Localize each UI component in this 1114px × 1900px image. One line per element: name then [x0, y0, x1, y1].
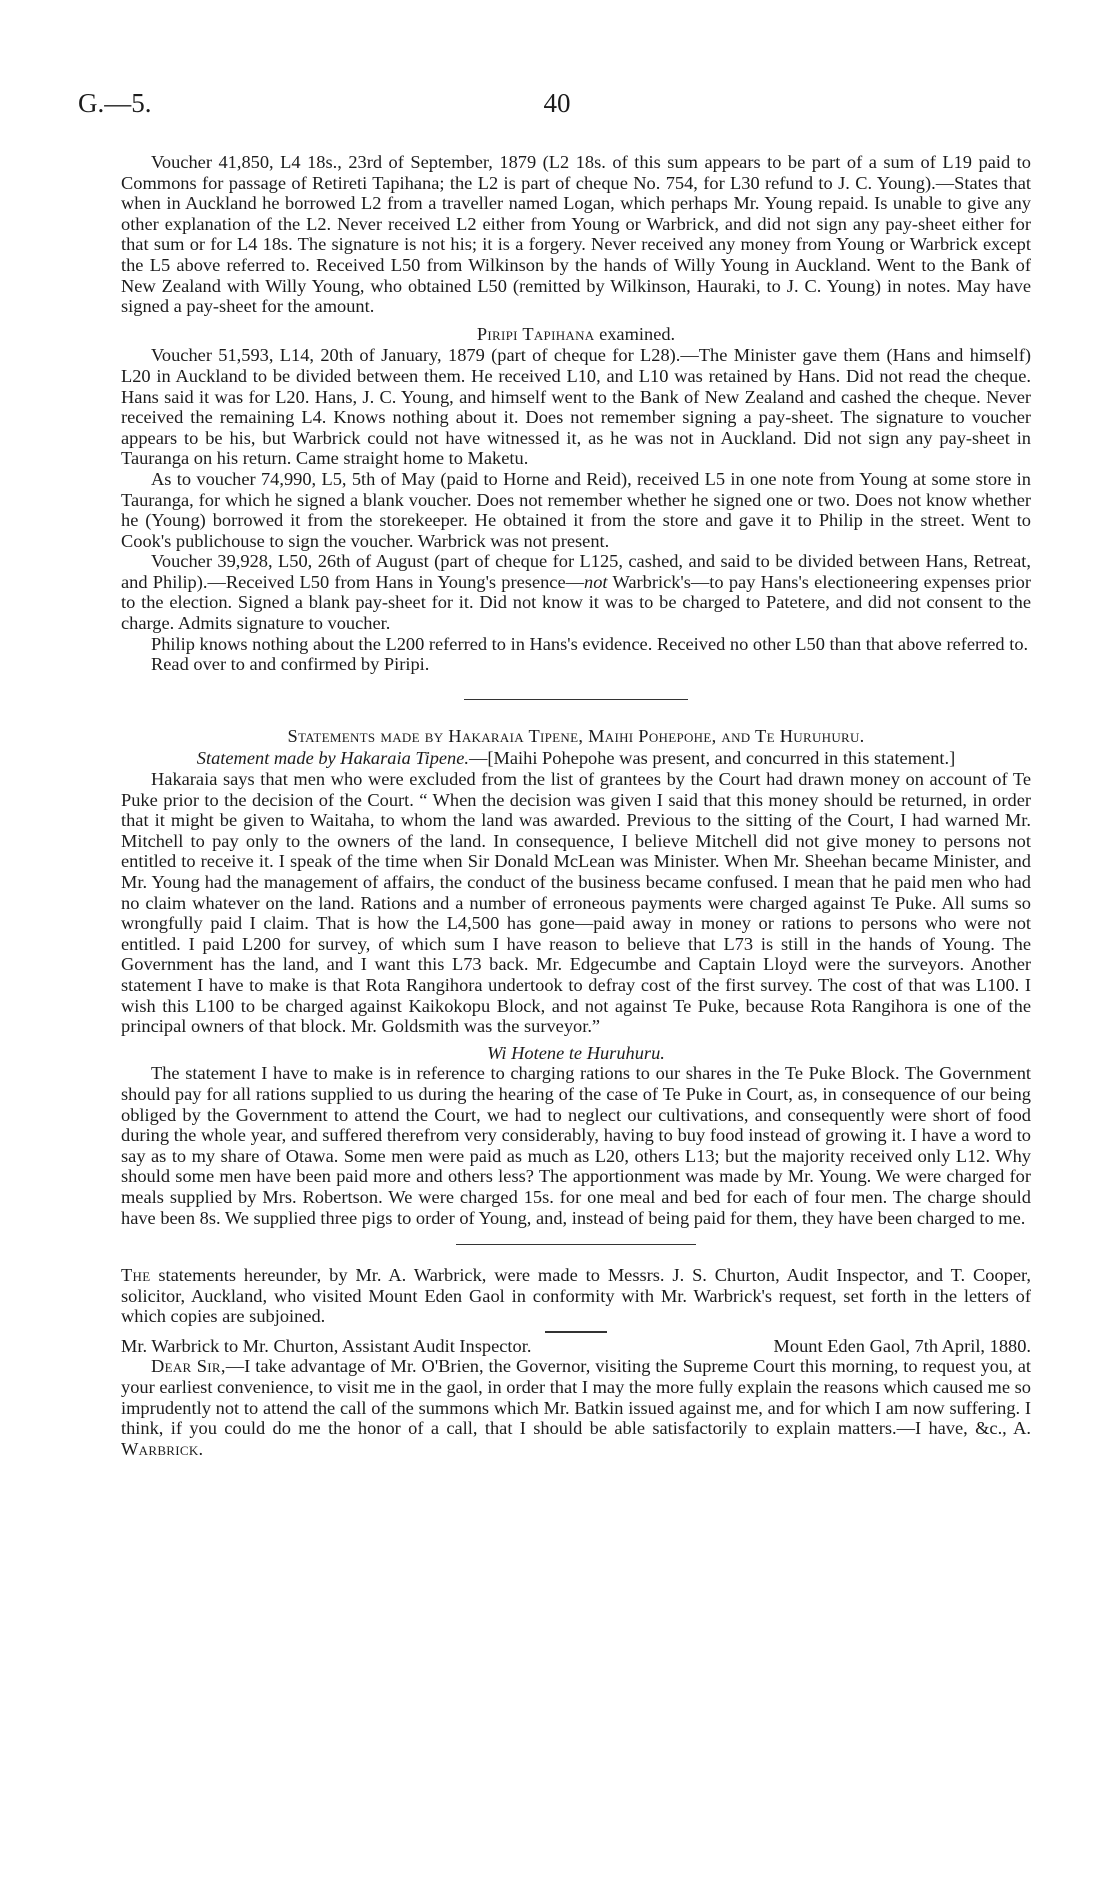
statement-intro	[121, 748, 1031, 769]
section-divider-2	[456, 1244, 696, 1245]
short-divider	[545, 1331, 607, 1333]
warbrick-intro-lead: The	[121, 1265, 151, 1286]
paragraph-hakaraia-statement: Hakaraia says that men who were excluded from the list of grantees by the Court had drawn money on account of Te Puke prior to the decision of the Court. “ When the decision was given I said that this money should be returned, in order that it might be given to Waitaha, to whom the land was awarded. Previous to the sitting of the Court, I had warned Mr. Mitchell to pay only to the owners of the land. In consequence, I believe Mitchell did not give money to persons not entitled to receive it. I speak of the time when Sir Donald McLean was Minister. When Mr. Sheehan became Minister, and Mr. Young had the management of affairs, the conduct of the business became confused. I mean that he paid men who had no claim whatever on the land. Rations and a number of erroneous payments were charged against Te Puke. All sums so wrongfully paid I claim. That is how the L4,500 has gone—paid away in money or rations to persons who were not entitled. I paid L200 for survey, of which sum I have reason to believe that L73 is still in the hands of Young. The Government has the land, and I want this L73 back. Mr. Edgecumbe and Captain Lloyd were the surveyors. Another statement I have to make is that Rota Rangihora undertook to defray cost of the first survey. The cost of that was L100. I wish this L100 to be charged against Kaikokopu Block, and not against Te Puke, because Rota Rangihora is one of the principal owners of that block. Mr. Goldsmith was the surveyor.”	[121, 769, 1031, 1037]
letter-signoff: Warbrick.	[121, 1438, 204, 1459]
paragraph-philip-l200: Philip knows nothing about the L200 referred to in Hans's evidence. Received no other L50 than that above referred to.	[151, 633, 1029, 654]
paragraph-warbrick-intro	[121, 1265, 1031, 1327]
letter-place-date: Mount Eden Gaol, 7th April, 1880.	[773, 1335, 1031, 1356]
letter-heading: Mr. Warbrick to Mr. Churton, Assistant Audit Inspector.	[121, 1335, 532, 1356]
examined-label: examined.	[594, 323, 676, 344]
voucher-39928-text-b: Warbrick's—to pay Hans's electioneering expenses prior to the election. Signed a blank pay-sheet for it. Did not know it was to be charged to Patetere, and did not consent to the charge. Admits signature to voucher.	[121, 571, 1031, 634]
piripi-examined-heading	[121, 324, 1031, 345]
statement-note: —[Maihi Pohepohe was present, and concurred in this statement.]	[469, 748, 956, 769]
paragraph-voucher-41850: Voucher 41,850, L4 18s., 23rd of September, 1879 (L2 18s. of this sum appears to be part of a sum of L19 paid to Commons for passage of Retireti Tapihana; the L2 is part of cheque No. 754, for L30 refund to J. C. Young).—States that when in Auckland he borrowed L2 from a traveller named Logan, which perhaps Mr. Young repaid. Is unable to give any other explanation of the L2. Never received L2 either from Young or Warbrick, and did not sign any pay-sheet either for that sum or for L4 18s. The signature is not his; it is a forgery. Never received any money from Young or Warbrick except the L5 above referred to. Received L50 from Wilkinson by the hands of Willy Young in Auckland. Went to the Bank of New Zealand with Willy Young, who obtained L50 (remitted by Wilkinson, Hauraki, to J. C. Young) in notes. May have signed a pay-sheet for the amount.	[121, 152, 1031, 317]
statement-label: Statement made by Hakaraia Tipene.	[196, 748, 470, 769]
paragraph-confirmed: Read over to and confirmed by Piripi.	[151, 654, 430, 675]
section-reference: G.—5.	[78, 88, 152, 118]
page-header	[78, 88, 1036, 128]
letter-body: —I take advantage of Mr. O'Brien, the Governor, visiting the Supreme Court this morning, to request you, at your earliest convenience, to visit me in the gaol, in order that I may the more fully explain the reasons which caused me so imprudently not to attend the call of the summons which Mr. Batkin issued against me, and for which I am now suffering. I think, if you could do me the honor of a call, that I should be able satisfactorily to explain matters.—I have, &c., A.	[121, 1356, 1031, 1439]
voucher-39928-text-a: Voucher 39,928, L50, 26th of August (part of cheque for L125, cashed, and said to be divided between Hans, Retreat, and Philip).—Received L50 from Hans in Young's presence—	[121, 551, 1031, 592]
paragraph-voucher-74990: As to voucher 74,990, L5, 5th of May (paid to Horne and Reid), received L5 in one note from Young at some store in Tauranga, for which he signed a blank voucher. Does not remember whether he signed one or two. Does not know whether he (Young) borrowed it from the storekeeper. He obtained it from the store and gave it to Philip in the street. Went to Cook's publichouse to sign the voucher. Warbrick was not present.	[121, 468, 1031, 551]
paragraph-rations-statement: The statement I have to make is in reference to charging rations to our shares in the Te Puke Block. The Government should pay for all rations supplied to us during the hearing of the case of Te Puke in Court, as, in consequence of our being obliged by the Government to attend the Court, we had to neglect our cultivations, and consequently were short of food during the whole year, and suffered therefrom very considerably, having to buy food instead of growing it. I have a word to say as to my share of Otawa. Some men were paid as much as L20, others L13; but the majority received only L12. Why should some men have been paid more and others less? The apportionment was made by Mr. Young. We were charged for meals supplied by Mrs. Robertson. We were charged 15s. for one meal and bed for each of four men. The charge should have been 8s. We supplied three pigs to order of Young, and, instead of being paid for them, they have been charged to me.	[121, 1063, 1031, 1228]
warbrick-intro-text: statements hereunder, by Mr. A. Warbrick, were made to Messrs. J. S. Churton, Audit Inspector, and T. Cooper, solicitor, Auckland, who visited Mount Eden Gaol in conformity with Mr. Warbrick's request, set forth in the letters of which copies are subjoined.	[121, 1265, 1031, 1327]
letter-salutation: Dear Sir,	[151, 1356, 226, 1377]
letter-body-paragraph	[121, 1356, 1031, 1459]
page-number: 40	[543, 88, 571, 118]
paragraph-voucher-39928	[121, 551, 1031, 633]
signature-wi-hotene: Wi Hotene te Huruhuru.	[487, 1042, 665, 1063]
piripi-name: Piripi Tapihana	[476, 323, 595, 344]
statements-heading: Statements made by Hakaraia Tipene, Maihi Pohepohe, and Te Huruhuru.	[287, 725, 865, 746]
letter-heading-line	[121, 1336, 1031, 1357]
paragraph-voucher-51593: Voucher 51,593, L14, 20th of January, 1879 (part of cheque for L28).—The Minister gave them (Hans and himself) L20 in Auckland to be divided between them. He received L10, and L10 was retained by Hans. Did not read the cheque. Hans said it was for L20. Hans, J. C. Young, and himself went to the Bank of New Zealand and cashed the cheque. Never received the remaining L4. Knows nothing about it. Does not remember signing a pay-sheet. The signature to voucher appears to be his, but Warbrick could not have witnessed it, as he was not in Auckland. Did not sign any pay-sheet in Tauranga on his return. Came straight home to Maketu.	[121, 345, 1031, 469]
section-divider	[464, 699, 688, 700]
document-body	[121, 152, 1031, 1459]
voucher-39928-emphasis: not	[584, 571, 608, 592]
